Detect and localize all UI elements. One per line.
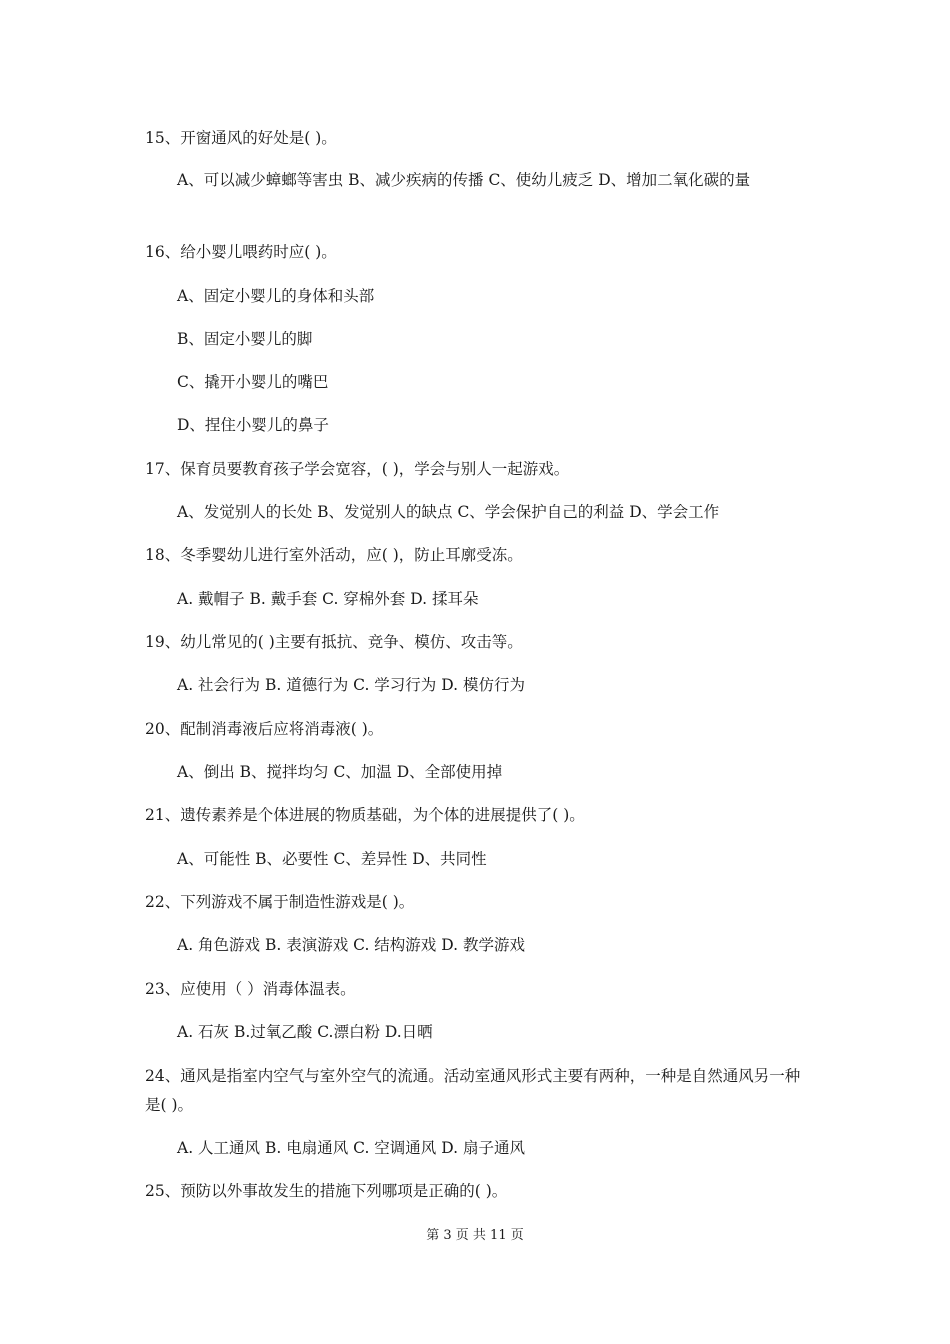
question-19-options: A. 社会行为 B. 道德行为 C. 学习行为 D. 模仿行为 bbox=[177, 676, 525, 694]
question-17-options: A、发觉别人的长处 B、发觉别人的缺点 C、学会保护自己的利益 D、学会工作 bbox=[177, 503, 720, 521]
question-17-stem: 17、保育员要教育孩子学会宽容，( )，学会与别人一起游戏。 bbox=[145, 460, 570, 478]
question-16-option-c: C、撬开小婴儿的嘴巴 bbox=[177, 373, 329, 391]
question-16-stem: 16、给小婴儿喂药时应( )。 bbox=[145, 243, 337, 261]
question-24-options: A. 人工通风 B. 电扇通风 C. 空调通风 D. 扇子通风 bbox=[177, 1139, 525, 1157]
question-20-stem: 20、配制消毒液后应将消毒液( )。 bbox=[145, 720, 384, 738]
question-18-stem: 18、冬季婴幼儿进行室外活动，应( )，防止耳廓受冻。 bbox=[145, 546, 523, 564]
question-20-options: A、倒出 B、搅拌均匀 C、加温 D、全部使用掉 bbox=[177, 763, 503, 781]
question-21-stem: 21、遗传素养是个体进展的物质基础，为个体的进展提供了( )。 bbox=[145, 806, 585, 824]
question-23-stem: 23、应使用（ ）消毒体温表。 bbox=[145, 980, 356, 998]
question-18-options: A. 戴帽子 B. 戴手套 C. 穿棉外套 D. 揉耳朵 bbox=[177, 590, 479, 608]
question-24-stem: 24、通风是指室内空气与室外空气的流通。活动室通风形式主要有两种，一种是自然通风另一种是( )。 bbox=[145, 1067, 801, 1114]
question-25-stem: 25、预防以外事故发生的措施下列哪项是正确的( )。 bbox=[145, 1182, 508, 1200]
question-15-options: A、可以减少蟑螂等害虫 B、减少疾病的传播 C、使幼儿疲乏 D、增加二氧化碳的量 bbox=[177, 171, 751, 189]
question-16-option-d: D、捏住小婴儿的鼻子 bbox=[177, 416, 329, 434]
question-22-stem: 22、下列游戏不属于制造性游戏是( )。 bbox=[145, 893, 415, 911]
question-16-option-a: A、固定小婴儿的身体和头部 bbox=[177, 287, 375, 305]
question-16-option-b: B、固定小婴儿的脚 bbox=[177, 330, 313, 348]
question-23-options: A. 石灰 B.过氧乙酸 C.漂白粉 D.日晒 bbox=[177, 1023, 433, 1041]
question-21-options: A、可能性 B、必要性 C、差异性 D、共同性 bbox=[177, 850, 487, 868]
question-22-options: A. 角色游戏 B. 表演游戏 C. 结构游戏 D. 教学游戏 bbox=[177, 936, 525, 954]
question-19-stem: 19、幼儿常见的( )主要有抵抗、竞争、模仿、攻击等。 bbox=[145, 633, 523, 651]
question-15-stem: 15、开窗通风的好处是( )。 bbox=[145, 129, 337, 147]
page-footer: 第 3 页 共 11 页 bbox=[426, 1228, 524, 1243]
